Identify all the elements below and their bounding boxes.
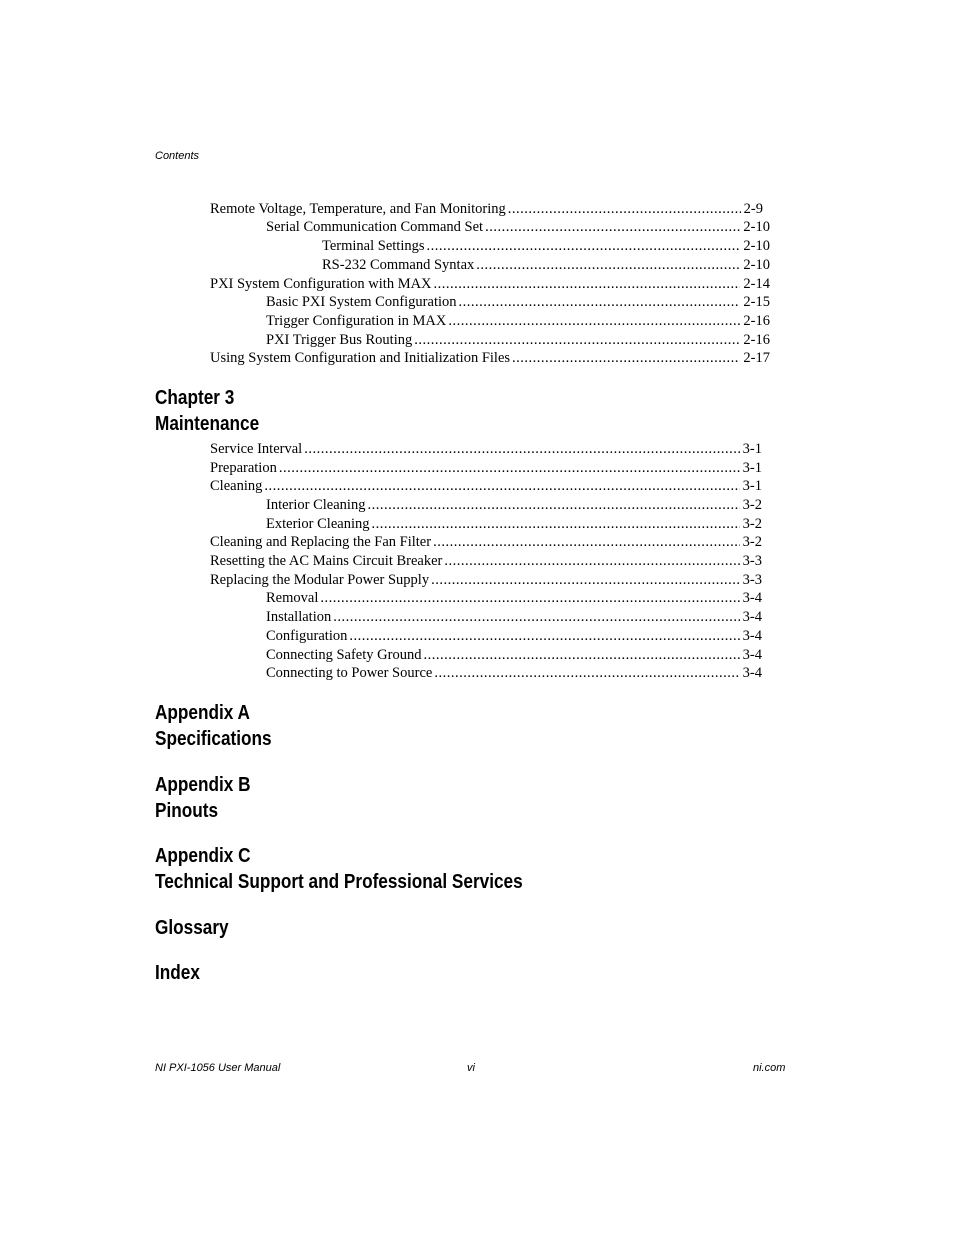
toc-entry-page: 2-15 [743,294,770,310]
toc-leader [349,627,739,646]
toc-entry[interactable] [266,664,762,683]
toc-entry-page: 3-4 [742,628,762,644]
toc-leader [459,293,741,312]
toc-entry-page: 3-3 [742,553,762,569]
appendix-title: Pinouts [155,800,219,822]
toc-entry-title: Terminal Settings [322,238,425,254]
index-heading[interactable]: Index [155,962,200,984]
toc-entry-page: 3-1 [742,460,762,476]
appendix-label: Appendix A [155,702,250,724]
toc-entry-title: Connecting to Power Source [266,665,433,681]
toc-entry-title: RS-232 Command Syntax [322,257,475,273]
toc-entry-page: 3-4 [742,647,762,663]
toc-entry-page: 2-17 [743,350,770,366]
toc-entry[interactable] [210,349,770,368]
toc-entry-title: Basic PXI System Configuration [266,294,457,310]
toc-entry-page: 3-3 [742,572,762,588]
appendix-title: Technical Support and Professional Services [155,871,523,893]
toc-leader [304,440,739,459]
toc-leader [423,646,739,665]
appendix-label: Appendix C [155,845,251,867]
toc-entry-title: Replacing the Modular Power Supply [210,572,430,588]
toc-entry[interactable] [266,515,762,534]
toc-entry[interactable] [266,331,770,350]
toc-leader [333,608,739,627]
toc-entry[interactable] [210,459,762,478]
toc-entry[interactable] [210,533,762,552]
toc-entry[interactable] [210,571,762,590]
toc-leader [485,218,740,237]
toc-entry-title: Interior Cleaning [266,497,366,513]
toc-leader [320,589,739,608]
toc-leader [434,664,739,683]
appendix-b-heading[interactable] [155,772,251,824]
toc-leader [434,275,741,294]
toc-entry[interactable] [266,646,762,665]
footer-manual-title: NI PXI-1056 User Manual [155,1062,281,1074]
toc-entry[interactable] [210,477,762,496]
toc-entry[interactable] [266,293,770,312]
toc-leader [508,200,741,219]
toc-entry-title: Service Interval [210,441,303,457]
toc-entry-title: PXI System Configuration with MAX [210,276,432,292]
toc-leader [448,312,740,331]
toc-entry-page: 3-4 [742,665,762,681]
footer-page-number: vi [467,1062,475,1074]
toc-entry-title: Installation [266,609,332,625]
footer-website[interactable]: ni.com [753,1062,786,1074]
toc-entry-page: 2-16 [743,332,770,348]
toc-leader [264,477,739,496]
toc-entry-title: Exterior Cleaning [266,516,370,532]
glossary-heading[interactable]: Glossary [155,917,229,939]
toc-entry-page: 3-1 [742,478,762,494]
chapter-3-heading[interactable] [155,385,259,437]
toc-entry-title: Preparation [210,460,277,476]
toc-entry-title: Using System Configuration and Initialization Files [210,350,511,366]
toc-leader [512,349,740,368]
toc-entry[interactable] [210,200,763,219]
toc-entry[interactable] [266,218,770,237]
toc-leader [367,496,739,515]
toc-entry-page: 2-10 [743,238,770,254]
toc-leader [444,552,739,571]
toc-entry[interactable] [266,627,762,646]
toc-entry-title: Resetting the AC Mains Circuit Breaker [210,553,443,569]
toc-entry-page: 2-9 [743,201,763,217]
toc-entry-title: Removal [266,590,319,606]
toc-leader [279,459,740,478]
toc-entry-page: 3-4 [742,609,762,625]
appendix-title: Specifications [155,728,272,750]
toc-entry-page: 2-16 [743,313,770,329]
toc-leader [431,571,740,590]
toc-entry-title: Configuration [266,628,348,644]
toc-leader [476,256,740,275]
toc-entry[interactable] [266,608,762,627]
toc-entry-title: Trigger Configuration in MAX [266,313,447,329]
toc-entry-page: 3-4 [742,590,762,606]
toc-entry-title: Cleaning and Replacing the Fan Filter [210,534,432,550]
toc-leader [371,515,739,534]
toc-entry[interactable] [322,237,770,256]
appendix-a-heading[interactable] [155,700,272,752]
toc-entry-title: Serial Communication Command Set [266,219,484,235]
toc-entry-page: 2-10 [743,219,770,235]
toc-entry[interactable] [210,275,770,294]
chapter-label: Chapter 3 [155,387,235,409]
toc-entry-title: Cleaning [210,478,263,494]
toc-entry-title: Remote Voltage, Temperature, and Fan Monitoring [210,201,506,217]
toc-entry[interactable] [266,496,762,515]
toc-entry-page: 3-2 [742,534,762,550]
toc-entry[interactable] [266,312,770,331]
appendix-label: Appendix B [155,774,251,796]
toc-entry-page: 2-10 [743,257,770,273]
chapter-title: Maintenance [155,413,260,435]
toc-entry[interactable] [322,256,770,275]
toc-entry-page: 3-2 [742,516,762,532]
toc-leader [426,237,740,256]
toc-entry[interactable] [210,440,762,459]
toc-leader [433,533,740,552]
toc-entry-page: 3-2 [742,497,762,513]
toc-leader [414,331,740,350]
toc-entry-page: 2-14 [743,276,770,292]
toc-entry-title: Connecting Safety Ground [266,647,422,663]
toc-entry-page: 3-1 [742,441,762,457]
running-head: Contents [155,150,200,162]
appendix-c-heading[interactable] [155,843,523,895]
toc-entry[interactable] [266,589,762,608]
toc-entry[interactable] [210,552,762,571]
toc-entry-title: PXI Trigger Bus Routing [266,332,413,348]
